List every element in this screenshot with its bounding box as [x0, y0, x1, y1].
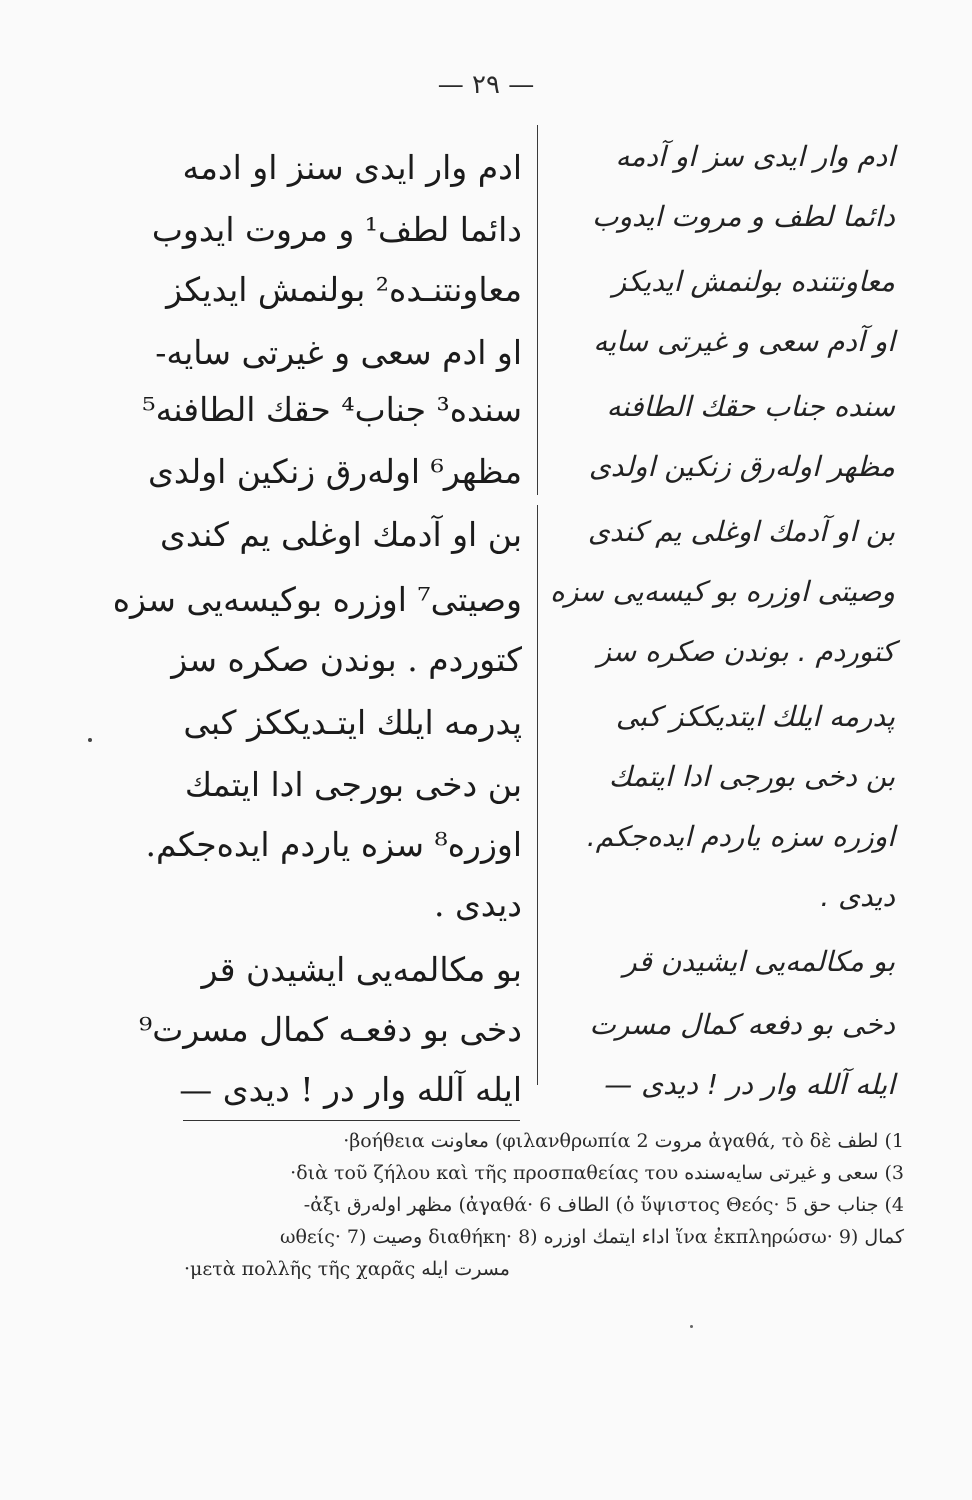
printed-line: ايله آلله وار در ! ديدى —: [179, 1070, 522, 1109]
handwritten-line: بن دخی بورجی ادا ایتمك: [608, 760, 895, 793]
printed-line: اوزره⁸ سزه ياردم ايدەجكم.: [145, 825, 522, 864]
ink-dot: [690, 1325, 693, 1328]
column-divider-upper: [537, 125, 538, 495]
handwritten-line: پدرمه ایلك ایتدیککز کبی: [615, 700, 895, 733]
handwritten-line: مظهر اولەرق زنکین اولدی: [588, 450, 895, 483]
footnote-line: 1) لطف ἀγαθά, τὸ δὲ مروت φιλανθρωπία 2) معاونت βοήθεια·: [343, 1130, 904, 1152]
handwritten-line: او آدم سعی و غیرتی سایه: [593, 325, 895, 358]
handwritten-line: بو مکالمەیی ایشیدن قر: [623, 945, 895, 978]
printed-line: بن دخى بورجى ادا ايتمك: [184, 765, 522, 804]
handwritten-line: ایله آلله وار در ! دیدی —: [604, 1068, 895, 1101]
handwritten-line: دخی بو دفعه کمال مسرت: [589, 1008, 895, 1041]
footnote-line: 3) سعى و غيرتى سايەسنده διὰ τοῦ ζήλου καὶ τῆς προσπαθείας του·: [290, 1162, 904, 1184]
printed-line: بن او آدمك اوغلى يم كندى: [160, 515, 522, 554]
printed-line: معاونتنـده² بولنمش ايديكز: [166, 270, 522, 309]
printed-line: دائما لطف¹ و مروت ايدوب: [151, 210, 522, 249]
handwritten-line: کتوردم . بوندن صکره سز: [597, 635, 895, 668]
handwritten-line: اوزره سزه یاردم ایدەجکم.: [586, 820, 895, 853]
printed-line: ديدى .: [433, 885, 522, 924]
ink-dot: [88, 738, 92, 742]
footnote-rule: [183, 1120, 520, 1121]
printed-line: كتوردم . بوندن صكره سز: [171, 640, 522, 679]
handwritten-line: دیدی .: [820, 880, 895, 913]
column-divider-lower: [537, 505, 538, 1085]
footnote-line: ωθείς· 7) وصيت διαθήκη· 8) اداء ايتمك اوزره ἵνα ἐκπληρώσω· 9) كمال: [279, 1226, 904, 1248]
printed-line: پدرمه ايلك ايتـديككز كبى: [183, 703, 522, 742]
printed-line: ادم وار ايدى سنز او ادمه: [182, 148, 522, 187]
printed-line: او ادم سعى و غيرتى سايه-: [155, 333, 522, 372]
page-number: — ٢٩ —: [437, 70, 535, 100]
footnote-line: 4) جناب حق ὁ ὕψιστος Θεός· 5) الطاف ἀγαθά· 6) مظهر اولەرق ἀξι-: [303, 1194, 904, 1216]
handwritten-line: بن او آدمك اوغلی یم کندی: [587, 515, 895, 548]
printed-line: مظهر⁶ اولەرق زنكين اولدى: [147, 452, 522, 491]
printed-line: وصيتى⁷ اوزره بوكيسەيى سزه: [112, 580, 522, 619]
handwritten-line: وصیتی اوزره بو کیسەیی سزه: [550, 575, 895, 608]
handwritten-line: سنده جناب حقك الطافنه: [606, 390, 895, 423]
printed-line: بو مكالمەيى ايشيدن قر: [201, 950, 522, 989]
printed-line: دخى بو دفعـه كمال مسرت⁹: [139, 1010, 522, 1049]
printed-line: سنده³ جناب⁴ حقك الطافنه⁵: [142, 390, 522, 429]
footnote-line: مسرت ايله μετὰ πολλῆς τῆς χαρᾶς·: [184, 1258, 510, 1280]
handwritten-line: معاونتنده بولنمش ایدیکز: [612, 265, 895, 298]
handwritten-line: ادم وار ایدی سز او آدمه: [615, 140, 895, 173]
handwritten-line: دائما لطف و مروت ایدوب: [592, 200, 895, 233]
